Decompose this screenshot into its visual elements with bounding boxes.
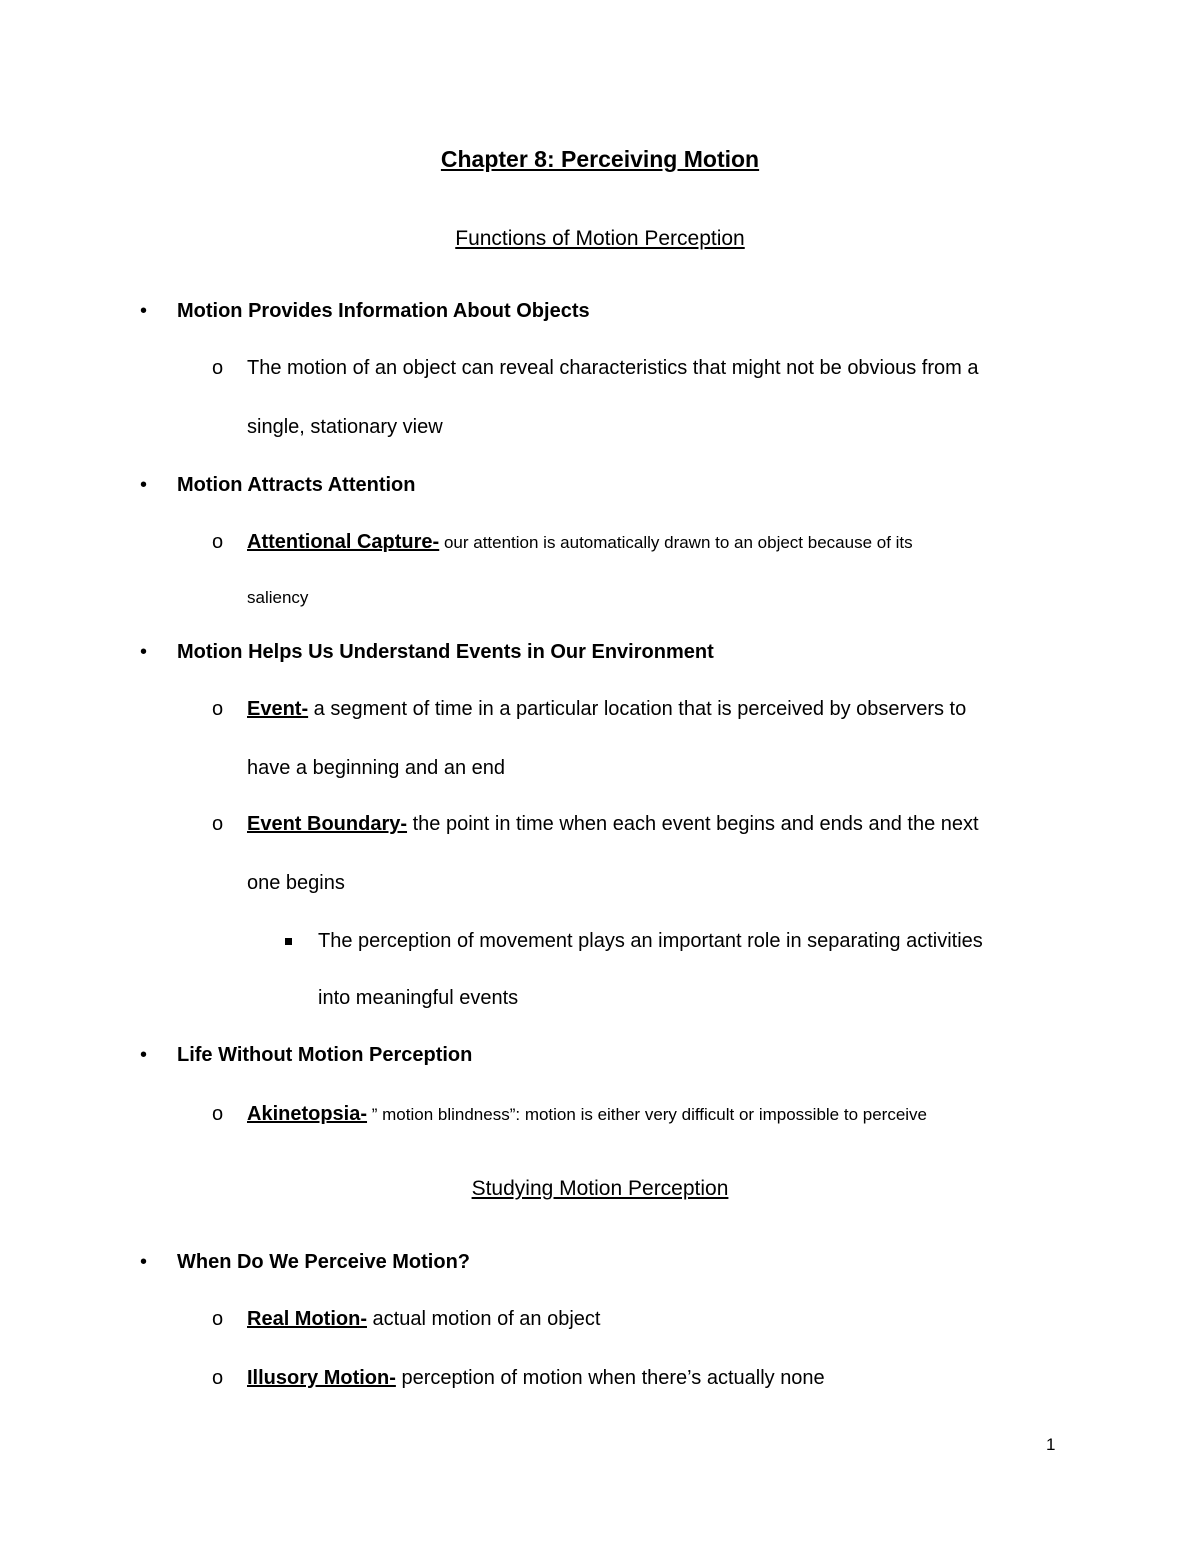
definition-line (247, 531, 913, 554)
definition-line (247, 1103, 927, 1126)
sub-bullet-icon: o (212, 1103, 224, 1125)
definition-text: a segment of time in a particular location that is perceived by observers to (308, 698, 967, 720)
sub-bullet-icon: o (212, 531, 224, 553)
bullet-heading: Motion Provides Information About Objects (177, 300, 590, 322)
definition-line (247, 1367, 825, 1390)
definition-text: perception of motion when there’s actually none (395, 1367, 825, 1389)
sub-item-continuation: single, stationary view (247, 416, 443, 438)
definition-continuation: have a beginning and an end (247, 757, 506, 779)
bullet-heading: Motion Attracts Attention (177, 474, 416, 496)
bullet-icon: • (140, 641, 148, 663)
term: Attentional Capture- (247, 531, 440, 553)
term: Event Boundary- (247, 813, 408, 835)
bullet-icon: • (140, 1044, 148, 1066)
page-number: 1 (1046, 1435, 1056, 1454)
term: Real Motion- (247, 1308, 367, 1330)
definition-text: ” motion blindness”: motion is either very difficult or impossible to perceive (367, 1105, 928, 1124)
definition-line (247, 698, 966, 721)
sub-bullet-icon: o (212, 1367, 224, 1389)
definition-text: our attention is automatically drawn to an object because of its (439, 533, 913, 552)
term: Akinetopsia- (247, 1103, 368, 1125)
bullet-heading: When Do We Perceive Motion? (177, 1251, 470, 1273)
bullet-heading: Life Without Motion Perception (177, 1044, 473, 1066)
sub-sub-item-continuation: into meaningful events (318, 987, 519, 1009)
definition-continuation: saliency (247, 588, 309, 607)
sub-bullet-icon: o (212, 698, 224, 720)
definition-line (247, 1308, 600, 1331)
definition-text: actual motion of an object (367, 1308, 601, 1330)
definition-line (247, 813, 979, 836)
section-heading: Studying Motion Perception (471, 1177, 729, 1200)
sub-sub-item-text: The perception of movement plays an important role in separating activities (318, 930, 983, 952)
sub-bullet-icon: o (212, 813, 224, 835)
bullet-icon: • (140, 474, 148, 496)
term: Event- (247, 698, 309, 720)
definition-text: the point in time when each event begins and ends and the next (407, 813, 979, 835)
bullet-icon: • (140, 300, 148, 322)
square-bullet-icon (285, 938, 292, 945)
bullet-icon: • (140, 1251, 148, 1273)
sub-bullet-icon: o (212, 357, 224, 379)
definition-continuation: one begins (247, 872, 345, 894)
term: Illusory Motion- (247, 1367, 396, 1389)
bullet-heading: Motion Helps Us Understand Events in Our Environment (177, 641, 714, 663)
sub-bullet-icon: o (212, 1308, 224, 1330)
page-title: Chapter 8: Perceiving Motion (440, 146, 760, 172)
section-heading: Functions of Motion Perception (455, 227, 745, 250)
sub-item-text: The motion of an object can reveal characteristics that might not be obvious from a (247, 357, 979, 379)
